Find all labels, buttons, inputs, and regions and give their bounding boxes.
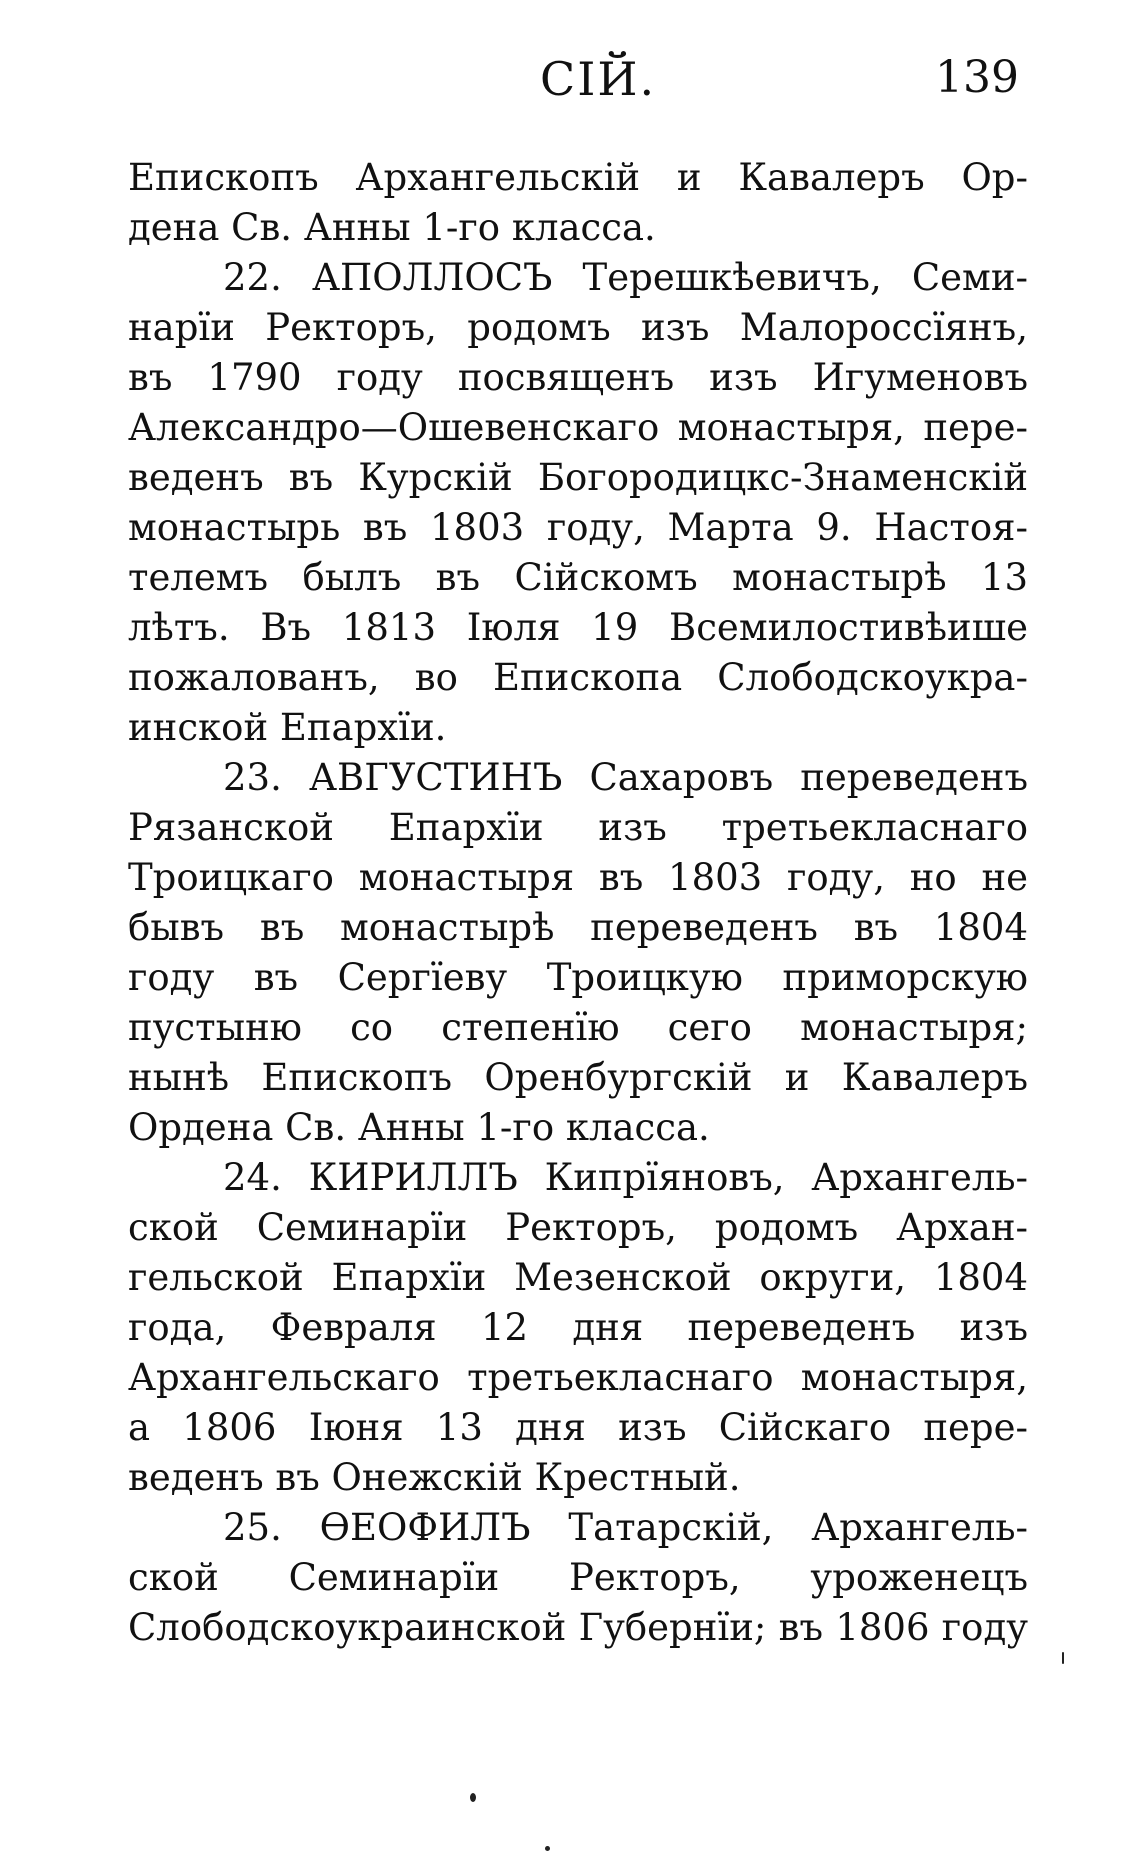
entry-23-heading-line: 23. АВГУСТИНЪ Сахаровъ переведенъ [223,756,1028,799]
text-line: ской Семинарїи Ректоръ, уроженецъ [128,1556,1028,1599]
ink-speck [1062,1652,1064,1664]
text-line: а 1806 Іюня 13 дня изъ Сійскаго пере- [128,1406,1028,1449]
text-line: Епископъ Архангельскій и Кавалеръ Ор- [128,156,1028,199]
text-line: Слободскоукраинской Губернїи; въ 1806 году [128,1606,1028,1649]
text-line: году въ Сергїеву Троицкую приморскую [128,956,1028,999]
text-line: ской Семинарїи Ректоръ, родомъ Архан- [128,1206,1028,1249]
text-line: инской Епархїи. [128,706,447,749]
text-line: нынѣ Епископъ Оренбургскій и Кавалеръ [128,1056,1028,1099]
running-title: СІЙ. [540,52,657,106]
text-line: Архангельскаго третьекласнаго монастыря, [128,1356,1028,1399]
ink-speck [545,1846,550,1851]
text-line: года, Февраля 12 дня переведенъ изъ [128,1306,1028,1349]
body-text [128,153,1028,1653]
entry-25-heading-line: 25. ѲЕОФИЛЪ Татарскій, Архангель- [223,1506,1028,1549]
text-line: бывъ въ монастырѣ переведенъ въ 1804 [128,906,1028,949]
text-line: Ордена Св. Анны 1-го класса. [128,1106,710,1149]
text-line: Рязанской Епархїи изъ третьекласнаго [128,806,1028,849]
text-line: нарїи Ректоръ, родомъ изъ Малороссїянъ, [128,306,1028,349]
text-line: гельской Епархїи Мезенской округи, 1804 [128,1256,1028,1299]
text-line: лѣтъ. Въ 1813 Іюля 19 Всемилостивѣише [128,606,1028,649]
text-line: телемъ былъ въ Сійскомъ монастырѣ 13 [128,556,1028,599]
text-line: дена Св. Анны 1-го класса. [128,206,656,249]
running-header [0,52,1140,112]
text-line: Александро—Ошевенскаго монастыря, пере- [128,406,1028,449]
text-line: пустыню со степенїю сего монастыря; [128,1006,1028,1049]
entry-24-heading-line: 24. КИРИЛЛЪ Кипрїяновъ, Архангель- [223,1156,1028,1199]
text-line: Троицкаго монастыря въ 1803 году, но не [128,856,1028,899]
entry-22-heading-line: 22. АПОЛЛОСЪ Терешкѣевичъ, Семи- [223,256,1028,299]
text-line: пожалованъ, во Епископа Слободскоукра- [128,656,1028,699]
ink-speck [470,1793,476,1802]
page-number: 139 [935,52,1019,103]
text-line: монастырь въ 1803 году, Марта 9. Настоя- [128,506,1028,549]
text-line: въ 1790 году посвященъ изъ Игуменовъ [128,356,1028,399]
text-line: веденъ въ Онежскій Крестный. [128,1456,741,1499]
text-line: веденъ въ Курскій Богородицкс-Знаменскій [128,456,1028,499]
